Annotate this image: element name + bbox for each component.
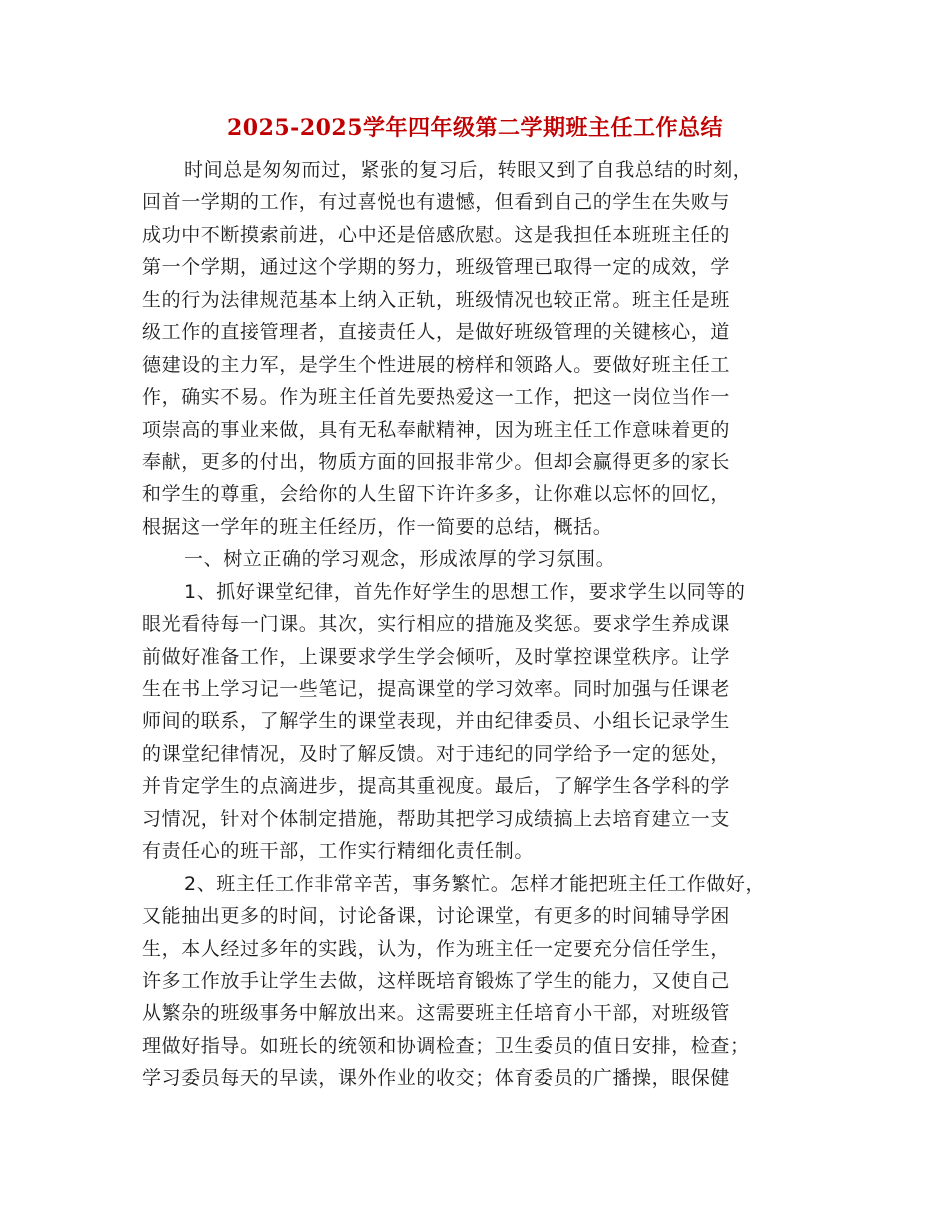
- text-line: 根据这一学年的班主任经历，作一简要的总结，概括。: [142, 515, 613, 538]
- text-line: 有责任心的班干部，工作实行精细化责任制。: [142, 840, 535, 863]
- text-line: 生在书上学习记一些笔记，提高课堂的学习效率。同时加强与任课老: [142, 678, 731, 700]
- text-line: 时间总是匆匆而过，紧张的复习后，转眼又到了自我总结的时刻，: [184, 159, 753, 181]
- document-title: 2025-2025学年四年级第二学期班主任工作总结: [226, 115, 724, 141]
- text-line: 并肯定学生的点滴进步，提高其重视度。最后，了解学生各学科的学: [142, 775, 731, 798]
- text-line: 2、班主任工作非常辛苦，事务繁忙。怎样才能把班主任工作做好，: [184, 872, 766, 895]
- text-line: 成功中不断摸索前进，心中还是倍感欣慰。这是我担任本班班主任的: [142, 223, 731, 246]
- text-line: 项崇高的事业来做，具有无私奉献精神，因为班主任工作意味着更的: [142, 418, 731, 441]
- text-line: 师间的联系，了解学生的课堂表现，并由纪律委员、小组长记录学生: [142, 710, 731, 733]
- text-line: 一、树立正确的学习观念，形成浓厚的学习氛围。: [184, 548, 616, 571]
- document-body: [142, 154, 814, 1095]
- text-line: 理做好指导。如班长的统领和协调检查；卫生委员的值日安排，检查；: [142, 1034, 750, 1057]
- text-line: 奉献，更多的付出，物质方面的回报非常少。但却会赢得更多的家长: [142, 450, 731, 473]
- text-line: 学习委员每天的早读，课外作业的收交；体育委员的广播操，眼保健: [142, 1067, 731, 1090]
- text-line: 生的行为法律规范基本上纳入正轨，班级情况也较正常。班主任是班: [142, 288, 731, 311]
- text-line: 德建设的主力军，是学生个性进展的榜样和领路人。要做好班主任工: [142, 353, 731, 376]
- text-line: 作，确实不易。作为班主任首先要热爱这一工作，把这一岗位当作一: [142, 386, 731, 409]
- text-line: 1、抓好课堂纪律，首先作好学生的思想工作，要求学生以同等的: [184, 580, 746, 603]
- text-line: 和学生的尊重，会给你的人生留下许许多多，让你难以忘怀的回忆，: [142, 483, 731, 506]
- text-line: 前做好准备工作，上课要求学生学会倾听，及时掌控课堂秩序。让学: [142, 645, 731, 668]
- text-line: 从繁杂的班级事务中解放出来。这需要班主任培育小干部，对班级管: [142, 1002, 731, 1025]
- text-line: 习情况，针对个体制定措施，帮助其把学习成绩搞上去培育建立一支: [142, 807, 731, 830]
- text-line: 眼光看待每一门课。其次，实行相应的措施及奖惩。要求学生养成课: [142, 613, 731, 636]
- text-line: 级工作的直接管理者，直接责任人，是做好班级管理的关键核心，道: [142, 321, 731, 344]
- text-line: 生，本人经过多年的实践，认为，作为班主任一定要充分信任学生，: [142, 937, 731, 960]
- text-line: 的课堂纪律情况，及时了解反馈。对于违纪的同学给予一定的惩处，: [142, 742, 731, 765]
- text-line: 回首一学期的工作，有过喜悦也有遗憾，但看到自己的学生在失败与: [142, 191, 731, 214]
- text-line: 第一个学期，通过这个学期的努力，班级管理已取得一定的成效，学: [142, 256, 731, 279]
- text-line: 许多工作放手让学生去做，这样既培育锻炼了学生的能力，又使自己: [142, 969, 731, 992]
- text-line: 又能抽出更多的时间，讨论备课，讨论课堂，有更多的时间辅导学困: [142, 905, 731, 928]
